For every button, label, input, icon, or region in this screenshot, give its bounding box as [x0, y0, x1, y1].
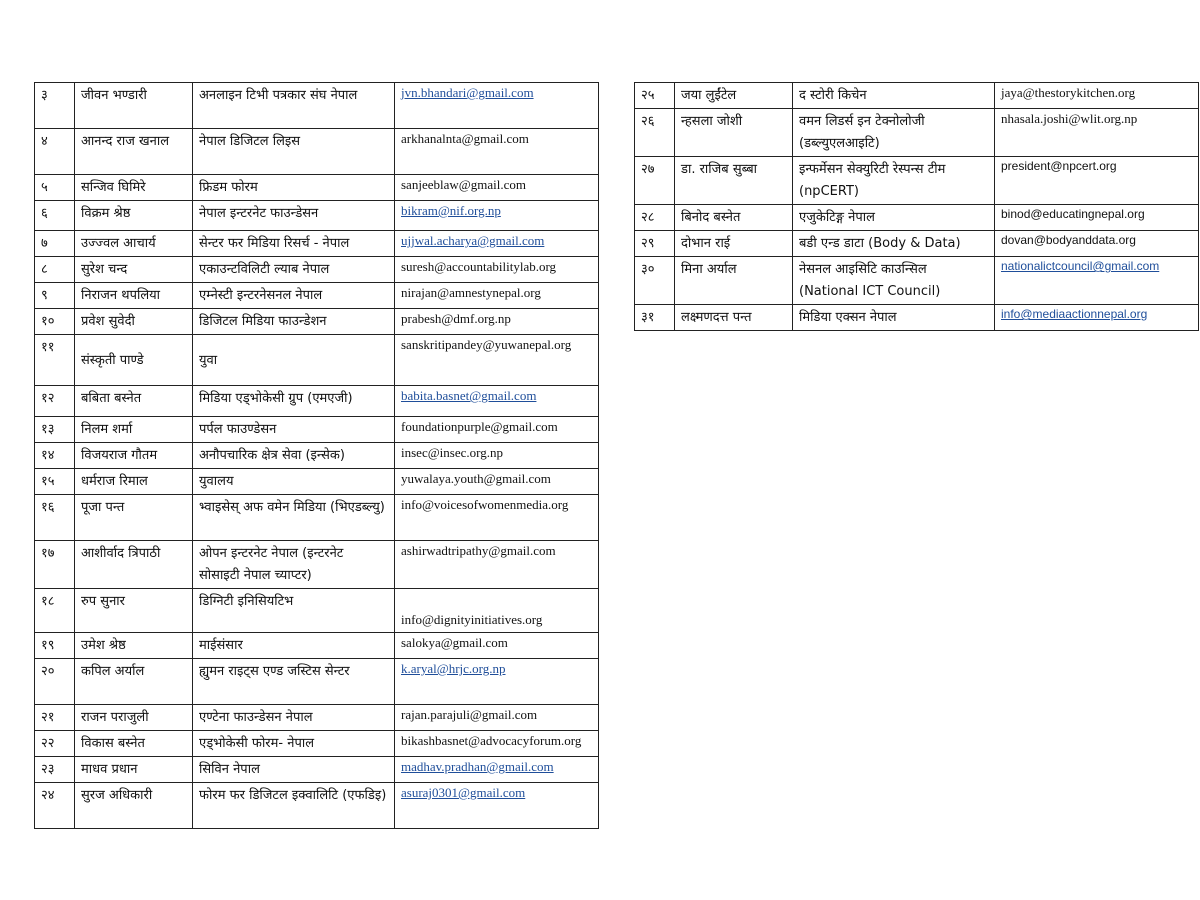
person-name: विक्रम श्रेष्ठ: [75, 201, 193, 231]
organization: डिजिटल मिडिया फाउन्डेशन: [193, 309, 395, 335]
organization: फोरम फर डिजिटल इक्वालिटि (एफडिइ): [193, 783, 395, 829]
person-name: धर्मराज रिमाल: [75, 469, 193, 495]
email-link[interactable]: ujjwal.acharya@gmail.com: [401, 233, 545, 248]
table-row: [35, 757, 599, 783]
person-name: सुरज अधिकारी: [75, 783, 193, 829]
table-row: [35, 705, 599, 731]
table-row: [35, 283, 599, 309]
person-name: बिनोद बस्नेत: [675, 205, 793, 231]
organization: युवा: [193, 335, 395, 386]
person-name: न्हसला जोशी: [675, 109, 793, 157]
email-link[interactable]: jvn.bhandari@gmail.com: [401, 85, 534, 100]
organization: मिडिया एड्भोकेसी ग्रुप (एमएजी): [193, 386, 395, 417]
table-row: [635, 157, 1199, 205]
table-row: [35, 469, 599, 495]
person-name: संस्कृती पाण्डे: [75, 335, 193, 386]
organization: एकाउन्टविलिटी ल्याब नेपाल: [193, 257, 395, 283]
row-number: १९: [35, 633, 75, 659]
organization: इन्फर्मेसन सेक्युरिटी रेस्पन्स टीम (npCERT): [793, 157, 995, 205]
person-name: लक्ष्मणदत्त पन्त: [675, 305, 793, 331]
table-row: [635, 305, 1199, 331]
row-number: १३: [35, 417, 75, 443]
person-name: निलम शर्मा: [75, 417, 193, 443]
organization: नेसनल आइसिटि काउन्सिल (National ICT Council): [793, 257, 995, 305]
person-name: आशीर्वाद त्रिपाठी: [75, 541, 193, 589]
email-link[interactable]: nationalictcouncil@gmail.com: [1001, 259, 1160, 273]
email-link[interactable]: bikram@nif.org.np: [401, 203, 501, 218]
person-name: माधव प्रधान: [75, 757, 193, 783]
organization: नेपाल इन्टरनेट फाउन्डेसन: [193, 201, 395, 231]
organization: एजुकेटिङ्ग नेपाल: [793, 205, 995, 231]
organization: ओपन इन्टरनेट नेपाल (इन्टरनेट सोसाइटी नेपाल च्याप्टर): [193, 541, 395, 589]
table-row: [35, 175, 599, 201]
table-row: [635, 109, 1199, 157]
row-number: २७: [635, 157, 675, 205]
person-name: मिना अर्याल: [675, 257, 793, 305]
row-number: १६: [35, 495, 75, 541]
organization: ह्युमन राइट्स एण्ड जस्टिस सेन्टर: [193, 659, 395, 705]
organization: सेन्टर फर मिडिया रिसर्च - नेपाल: [193, 231, 395, 257]
row-number: १२: [35, 386, 75, 417]
organization: द स्टोरी किचेन: [793, 83, 995, 109]
email: dovan@bodyanddata.org: [995, 231, 1199, 257]
email: insec@insec.org.np: [395, 443, 599, 469]
row-number: २३: [35, 757, 75, 783]
person-name: बबिता बस्नेत: [75, 386, 193, 417]
person-name: सुरेश चन्द: [75, 257, 193, 283]
email: bikashbasnet@advocacyforum.org: [395, 731, 599, 757]
email: foundationpurple@gmail.com: [395, 417, 599, 443]
row-number: २१: [35, 705, 75, 731]
table-row: [35, 201, 599, 231]
email: sanskritipandey@yuwanepal.org: [395, 335, 599, 386]
organization: अनौपचारिक क्षेत्र सेवा (इन्सेक): [193, 443, 395, 469]
organization: एम्नेस्टी इन्टरनेसनल नेपाल: [193, 283, 395, 309]
row-number: १०: [35, 309, 75, 335]
row-number: २६: [635, 109, 675, 157]
row-number: २२: [35, 731, 75, 757]
row-number: १८: [35, 589, 75, 633]
email: arkhanalnta@gmail.com: [395, 129, 599, 175]
email: suresh@accountabilitylab.org: [395, 257, 599, 283]
email: president@npcert.org: [995, 157, 1199, 205]
row-number: ४: [35, 129, 75, 175]
row-number: ७: [35, 231, 75, 257]
table-row: [35, 386, 599, 417]
person-name: जया लुईंटेल: [675, 83, 793, 109]
email-link[interactable]: babita.basnet@gmail.com: [401, 388, 537, 403]
person-name: उज्ज्वल आचार्य: [75, 231, 193, 257]
person-name: जीवन भण्डारी: [75, 83, 193, 129]
organization: पर्पल फाउण्डेसन: [193, 417, 395, 443]
organization: नेपाल डिजिटल लिइस: [193, 129, 395, 175]
row-number: ३१: [635, 305, 675, 331]
person-name: उमेश श्रेष्ठ: [75, 633, 193, 659]
organization: वमन लिडर्स इन टेक्नोलोजी (डब्ल्युएलआइटि): [793, 109, 995, 157]
organization: अनलाइन टिभी पत्रकार संघ नेपाल: [193, 83, 395, 129]
organization: फ्रिडम फोरम: [193, 175, 395, 201]
table-row: [635, 205, 1199, 231]
person-name: कपिल अर्याल: [75, 659, 193, 705]
person-name: सन्जिव घिमिरे: [75, 175, 193, 201]
email: yuwalaya.youth@gmail.com: [395, 469, 599, 495]
table-row: [35, 783, 599, 829]
table-row: [35, 443, 599, 469]
table-row: [35, 541, 599, 589]
email-link[interactable]: k.aryal@hrjc.org.np: [401, 661, 506, 676]
contact-table-right: [634, 82, 1199, 331]
organization: युवालय: [193, 469, 395, 495]
organization: बडी एन्ड डाटा (Body & Data): [793, 231, 995, 257]
row-number: ५: [35, 175, 75, 201]
email: binod@educatingnepal.org: [995, 205, 1199, 231]
row-number: २९: [635, 231, 675, 257]
row-number: ६: [35, 201, 75, 231]
row-number: २४: [35, 783, 75, 829]
table-row: [35, 335, 599, 386]
table-row: [35, 231, 599, 257]
person-name: डा. राजिब सुब्बा: [675, 157, 793, 205]
row-number: ९: [35, 283, 75, 309]
organization: माईसंसार: [193, 633, 395, 659]
person-name: आनन्द राज खनाल: [75, 129, 193, 175]
contact-table-left: [34, 82, 599, 829]
email: prabesh@dmf.org.np: [395, 309, 599, 335]
person-name: प्रवेश सुवेदी: [75, 309, 193, 335]
table-row: [35, 659, 599, 705]
organization: भ्वाइसेस् अफ वमेन मिडिया (भिएडब्ल्यु): [193, 495, 395, 541]
organization: डिग्निटी इनिसियटिभ: [193, 589, 395, 633]
row-number: ११: [35, 335, 75, 386]
table-row: [35, 83, 599, 129]
email-link[interactable]: asuraj0301@gmail.com: [401, 785, 526, 800]
email: nhasala.joshi@wlit.org.np: [995, 109, 1199, 157]
email-link[interactable]: madhav.pradhan@gmail.com: [401, 759, 554, 774]
row-number: ८: [35, 257, 75, 283]
row-number: १४: [35, 443, 75, 469]
table-row: [35, 731, 599, 757]
email: info@dignityinitiatives.org: [395, 589, 599, 633]
email: rajan.parajuli@gmail.com: [395, 705, 599, 731]
email-link[interactable]: info@mediaactionnepal.org: [1001, 307, 1148, 321]
row-number: २०: [35, 659, 75, 705]
table-row: [35, 633, 599, 659]
row-number: ३: [35, 83, 75, 129]
organization: सिविन नेपाल: [193, 757, 395, 783]
person-name: निराजन थपलिया: [75, 283, 193, 309]
row-number: ३०: [635, 257, 675, 305]
person-name: राजन पराजुली: [75, 705, 193, 731]
person-name: विजयराज गौतम: [75, 443, 193, 469]
email: salokya@gmail.com: [395, 633, 599, 659]
table-row: [635, 257, 1199, 305]
person-name: पूजा पन्त: [75, 495, 193, 541]
organization: मिडिया एक्सन नेपाल: [793, 305, 995, 331]
person-name: दोभान राई: [675, 231, 793, 257]
person-name: रुप सुनार: [75, 589, 193, 633]
organization: एण्टेना फाउन्डेसन नेपाल: [193, 705, 395, 731]
table-row: [35, 257, 599, 283]
table-row: [35, 589, 599, 633]
row-number: १५: [35, 469, 75, 495]
person-name: विकास बस्नेत: [75, 731, 193, 757]
email: sanjeeblaw@gmail.com: [395, 175, 599, 201]
email: ashirwadtripathy@gmail.com: [395, 541, 599, 589]
email: info@voicesofwomenmedia.org: [395, 495, 599, 541]
row-number: २५: [635, 83, 675, 109]
table-row: [35, 309, 599, 335]
table-row: [635, 83, 1199, 109]
email: nirajan@amnestynepal.org: [395, 283, 599, 309]
row-number: १७: [35, 541, 75, 589]
table-row: [35, 417, 599, 443]
email: jaya@thestorykitchen.org: [995, 83, 1199, 109]
row-number: २८: [635, 205, 675, 231]
organization: एड्भोकेसी फोरम- नेपाल: [193, 731, 395, 757]
table-row: [635, 231, 1199, 257]
table-row: [35, 129, 599, 175]
table-row: [35, 495, 599, 541]
